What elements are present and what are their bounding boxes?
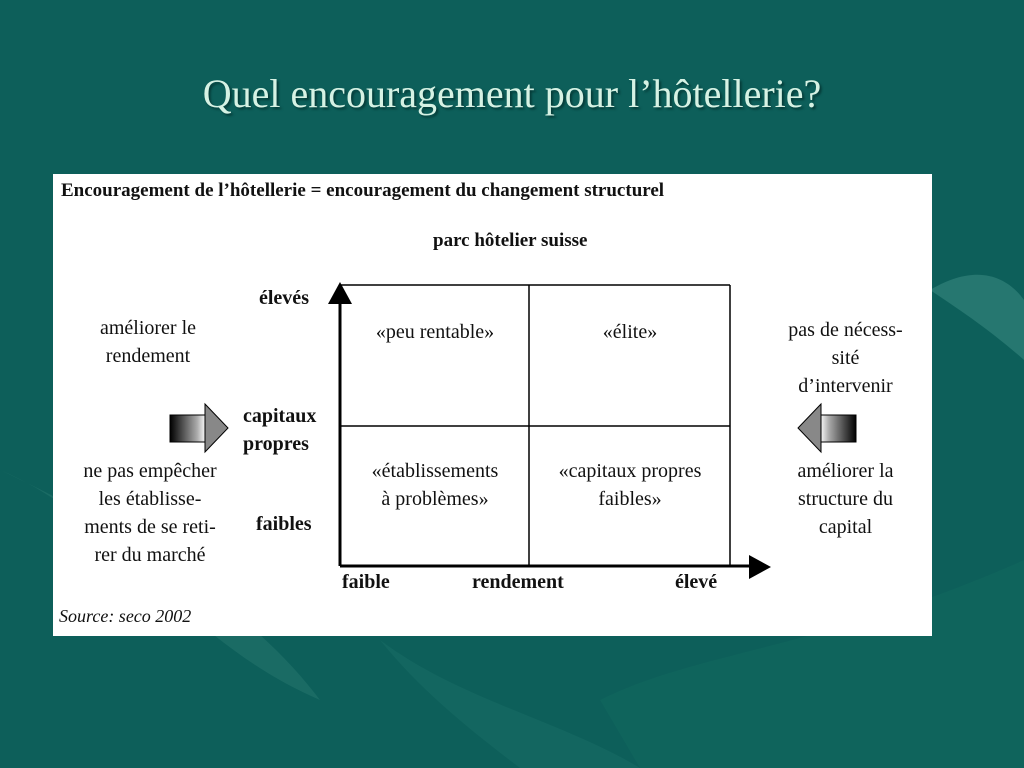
note-line: pas de nécess- [788, 319, 903, 341]
quadrant-text: «élite» [602, 321, 658, 343]
quadrant-text: à problèmes» [381, 488, 489, 510]
figure-subheading: parc hôtelier suisse [433, 230, 588, 251]
right-note-top [763, 316, 928, 400]
x-axis-left-label: faible [342, 571, 390, 593]
y-axis-top-label: élevés [259, 287, 309, 309]
y-axis-label-line: propres [243, 433, 309, 455]
x-axis-right-label: élevé [675, 571, 718, 593]
note-line: structure du [798, 488, 893, 510]
x-axis-arrowhead [749, 555, 771, 579]
figure-heading: Encouragement de l’hôtellerie = encouragement du changement structurel [61, 180, 665, 201]
quadrant-text: faibles» [598, 488, 662, 510]
quadrant-bottom-left [342, 457, 528, 513]
quadrant-top-right [531, 318, 729, 346]
note-line: rendement [105, 345, 191, 367]
left-note-bottom [55, 457, 245, 569]
y-axis-label-line: capitaux [243, 405, 317, 427]
arrow-right-icon [170, 404, 228, 452]
x-axis-label: rendement [472, 571, 564, 593]
diagram-panel [53, 174, 932, 636]
right-note-bottom [763, 457, 928, 541]
arrow-left-icon [798, 404, 856, 452]
quadrant-text: «capitaux propres [558, 460, 702, 482]
y-axis-label [243, 402, 316, 458]
note-line: rer du marché [94, 544, 206, 566]
y-axis-bottom-label: faibles [256, 513, 312, 535]
left-note-top [63, 314, 233, 370]
quadrant-bottom-right [531, 457, 729, 513]
note-line: sité [831, 347, 860, 369]
slide-title: Quel encouragement pour l’hôtellerie? [202, 71, 822, 116]
quadrant-top-left [342, 318, 528, 346]
note-line: améliorer la [797, 460, 894, 482]
note-line: ne pas empêcher [83, 460, 217, 482]
quadrant-text: «peu rentable» [375, 321, 495, 343]
note-line: capital [818, 516, 873, 538]
source-note: Source: seco 2002 [59, 606, 192, 626]
note-line: améliorer le [99, 317, 197, 339]
quadrant-text: «établissements [371, 460, 499, 482]
note-line: ments de se reti- [84, 516, 216, 538]
note-line: d’intervenir [798, 375, 893, 397]
note-line: les établisse- [98, 488, 202, 510]
